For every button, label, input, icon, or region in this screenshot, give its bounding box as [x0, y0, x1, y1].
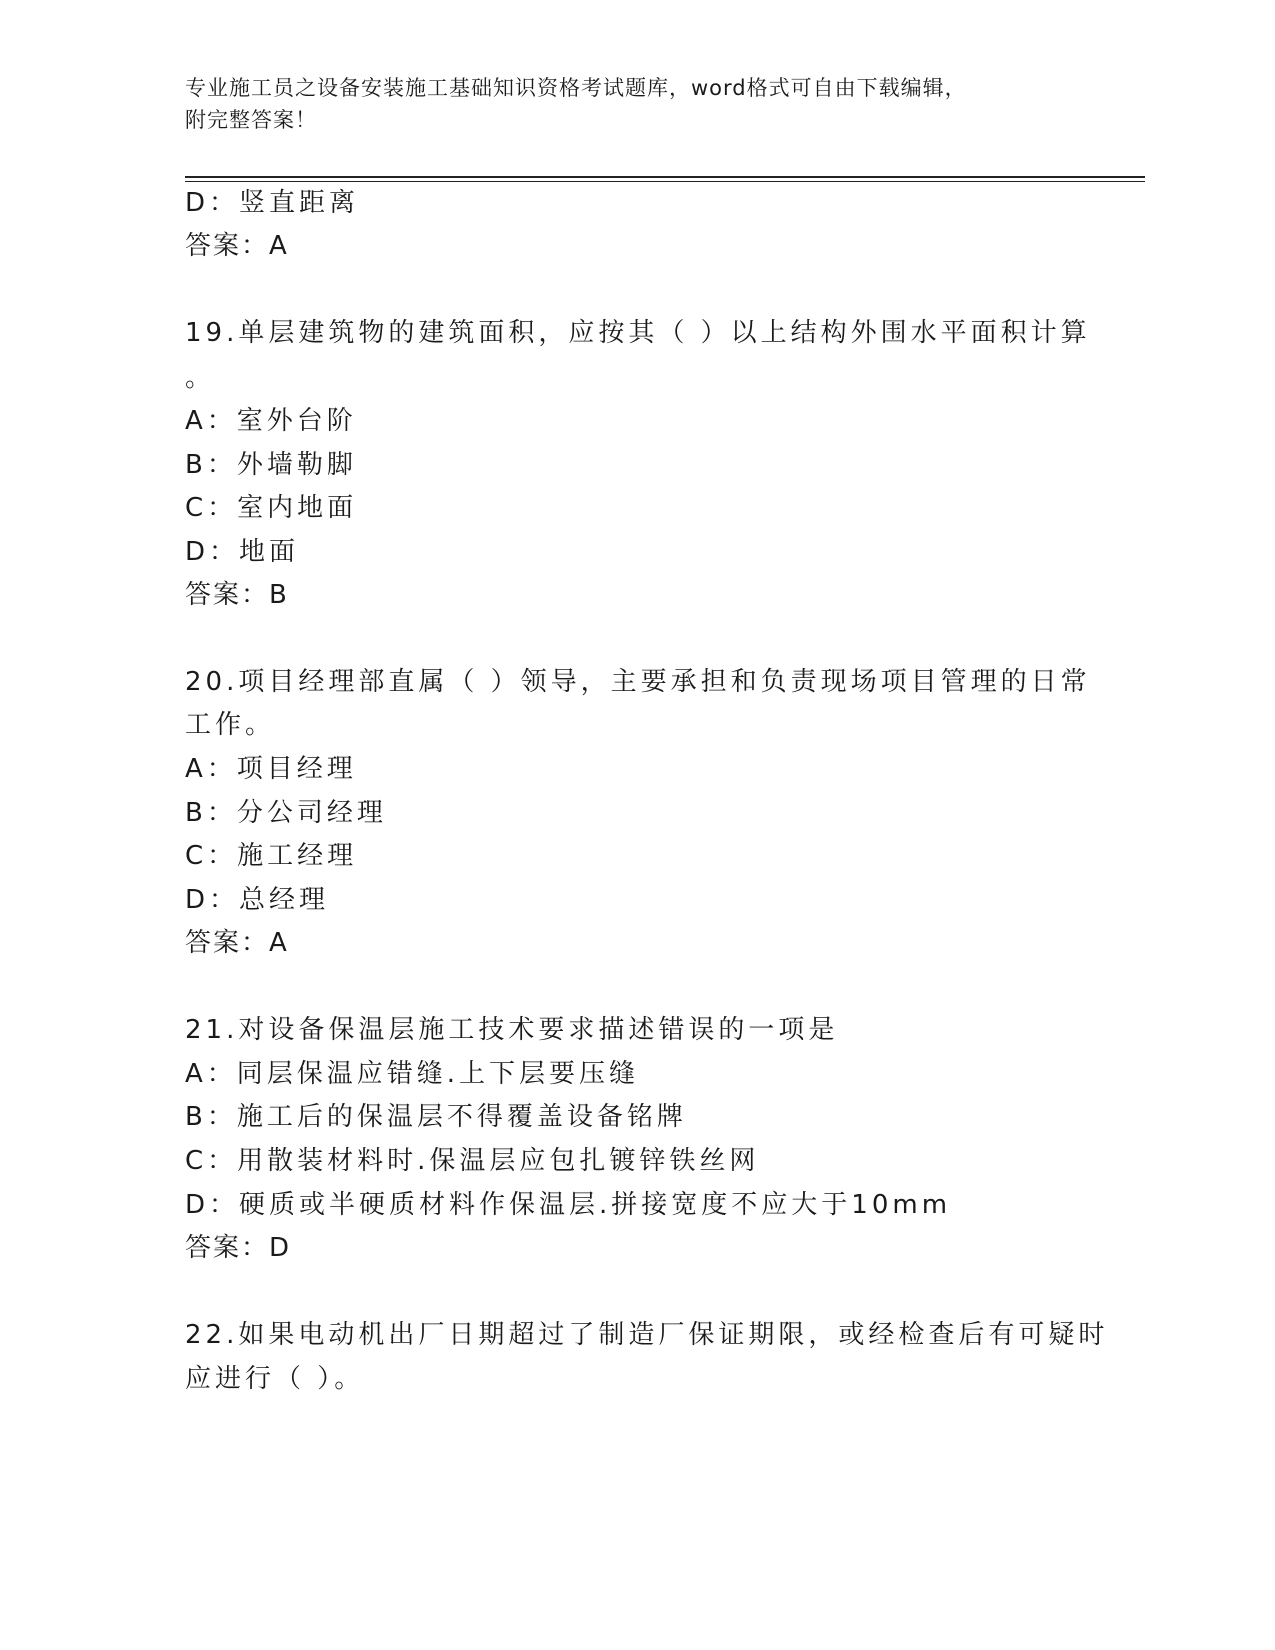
header-line-1: 专业施工员之设备安装施工基础知识资格考试题库，word格式可自由下载编辑，	[185, 76, 967, 100]
q21-option-c: C：用散装材料时.保温层应包扎镀锌铁丝网	[185, 1146, 760, 1176]
q19-question-line-1: 19.单层建筑物的建筑面积，应按其（ ）以上结构外围水平面积计算	[185, 318, 1091, 348]
q19-option-c: C：室内地面	[185, 493, 358, 523]
document-header	[185, 72, 1065, 136]
q19-answer: 答案：B	[185, 580, 289, 610]
q20-question-line-2: 工作。	[185, 710, 276, 740]
q21-option-d: D：硬质或半硬质材料作保温层.拼接宽度不应大于10mm	[185, 1190, 952, 1220]
q21-option-b: B：施工后的保温层不得覆盖设备铭牌	[185, 1102, 687, 1132]
q19-question-line-2: 。	[185, 363, 216, 393]
q19-option-b: B：外墙勒脚	[185, 450, 357, 480]
q19-option-d: D：地面	[185, 537, 300, 567]
q21-question-line-1: 21.对设备保温层施工技术要求描述错误的一项是	[185, 1015, 839, 1045]
q22-question-line-1: 22.如果电动机出厂日期超过了制造厂保证期限，或经检查后有可疑时	[185, 1320, 1109, 1350]
q20-option-b: B：分公司经理	[185, 798, 387, 828]
q22-question-line-2: 应进行（ ）。	[185, 1364, 365, 1394]
q19-option-a: A：室外台阶	[185, 406, 357, 436]
header-line-2: 附完整答案！	[185, 108, 317, 132]
q20-option-c: C：施工经理	[185, 841, 358, 871]
header-divider-thin	[185, 181, 1145, 182]
q21-option-a: A：同层保温应错缝.上下层要压缝	[185, 1059, 640, 1089]
q18-answer: 答案：A	[185, 231, 289, 261]
q21-answer: 答案：D	[185, 1233, 292, 1263]
header-divider-thick	[185, 176, 1145, 178]
q20-option-a: A：项目经理	[185, 754, 357, 784]
q20-question-line-1: 20.项目经理部直属（ ）领导，主要承担和负责现场项目管理的日常	[185, 667, 1091, 697]
q18-option-d: D：竖直距离	[185, 188, 360, 218]
q20-answer: 答案：A	[185, 928, 289, 958]
q20-option-d: D：总经理	[185, 885, 330, 915]
